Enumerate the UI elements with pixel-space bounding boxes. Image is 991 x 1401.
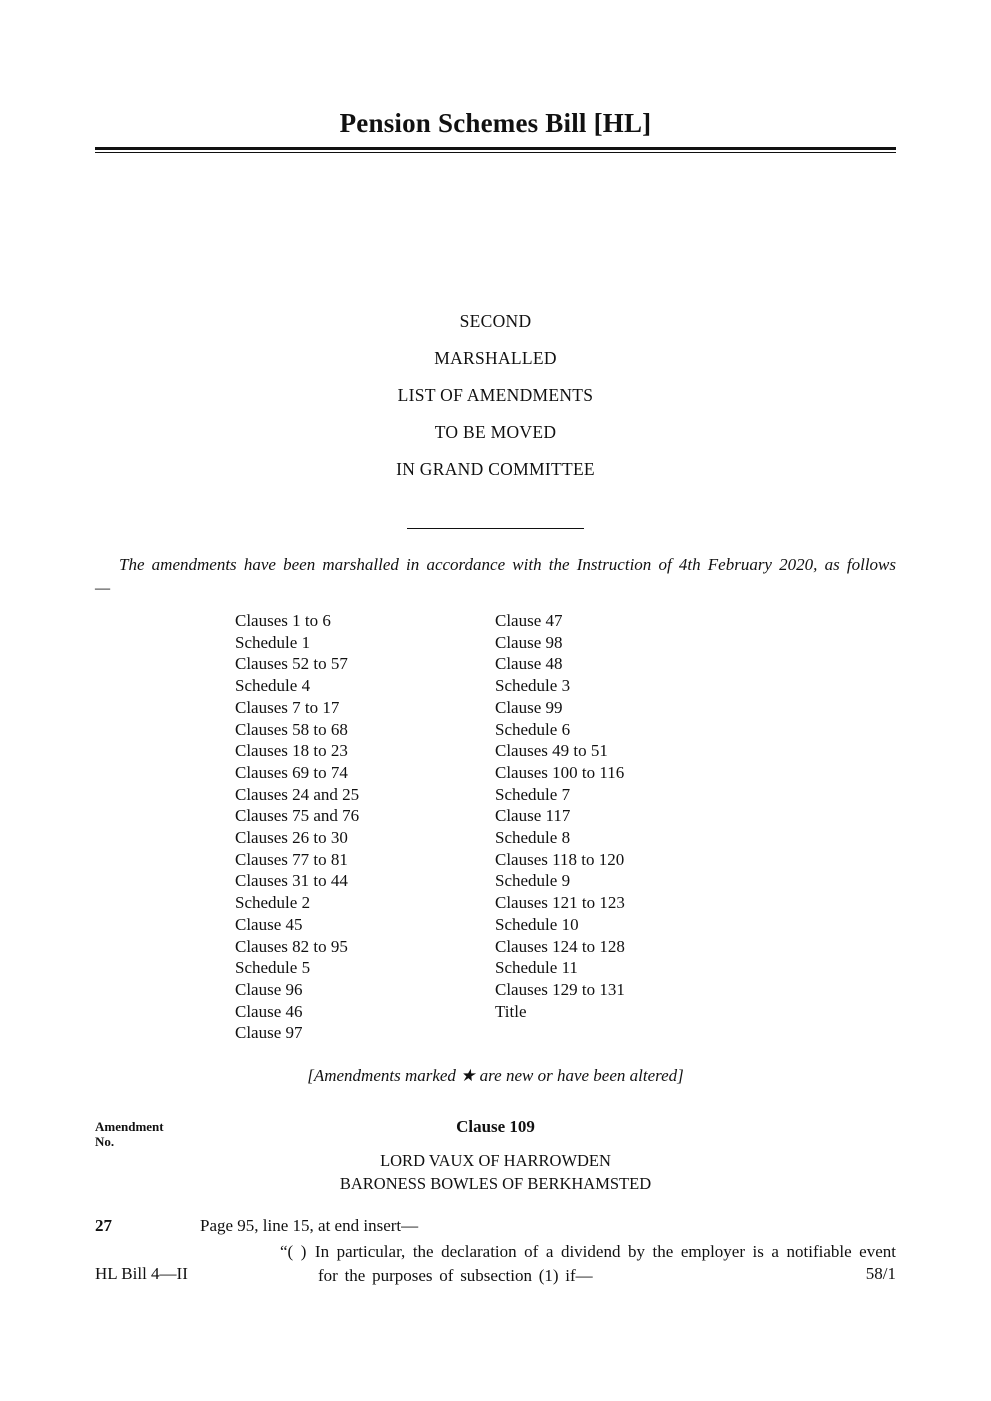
marshalled-item: Clauses 124 to 128 (495, 936, 625, 956)
section-divider (407, 528, 584, 529)
marshalled-item: Clauses 75 and 76 (235, 806, 360, 826)
amendment-no-label-line1: Amendment (95, 1119, 164, 1135)
title-block (95, 108, 896, 153)
marshalling-right-column (495, 610, 896, 1044)
marshalled-item: Clauses 1 to 6 (235, 611, 331, 630)
marshalled-item: Schedule 5 (235, 958, 311, 978)
sponsor-name: LORD VAUX OF HARROWDEN (380, 1151, 611, 1171)
heading-line: TO BE MOVED (434, 422, 557, 442)
marshalled-item: Clause 45 (235, 914, 303, 934)
marshalled-item: Schedule 11 (495, 958, 578, 978)
sponsor-name: BARONESS BOWLES OF BERKHAMSTED (339, 1174, 652, 1194)
heading-line: MARSHALLED (434, 348, 557, 368)
marshalled-item: Clauses 18 to 23 (235, 741, 348, 761)
marshalled-item: Clauses 24 and 25 (235, 784, 360, 804)
heading-line: SECOND (459, 311, 532, 331)
amendment-no-column-label (95, 1119, 164, 1149)
marshalled-item: Clauses 49 to 51 (495, 741, 608, 761)
marshalled-item: Schedule 4 (235, 676, 311, 696)
sponsor-names (95, 1149, 896, 1195)
marshalled-item: Clauses 69 to 74 (235, 762, 348, 782)
marshalled-item: Clause 46 (235, 1001, 303, 1021)
amendment-no-label-line2: No. (95, 1134, 115, 1150)
marshalled-item: Clause 96 (235, 979, 303, 999)
marshalled-item: Schedule 6 (495, 719, 571, 739)
marshalled-item: Schedule 8 (495, 828, 571, 848)
marshalled-item: Clauses 82 to 95 (235, 936, 348, 956)
marshalled-item: Clauses 118 to 120 (495, 849, 625, 869)
marshalled-item: Schedule 9 (495, 871, 571, 891)
marshalling-left-column (235, 610, 495, 1044)
amendment-inserted-text: “( ) In particular, the declaration of a dividend by the employer is a notifiable event for the purposes of subsection (1) if— (280, 1242, 896, 1285)
marshalled-item: Clause 97 (235, 1023, 303, 1043)
marshalled-item: Schedule 7 (495, 784, 571, 804)
marshalled-item: Clauses 58 to 68 (235, 719, 348, 739)
marshalled-item: Clauses 7 to 17 (235, 697, 340, 717)
marshalled-item: Clauses 26 to 30 (235, 828, 348, 848)
title-rule (95, 147, 896, 153)
marshalled-item: Clauses 129 to 131 (495, 979, 625, 999)
marshalled-item: Schedule 1 (235, 632, 311, 652)
amendment-number: 27 (95, 1216, 112, 1236)
footer-page-reference: 58/1 (865, 1264, 896, 1283)
star-note: [Amendments marked ★ are new or have been altered] (307, 1066, 684, 1086)
amendment-lead: Page 95, line 15, at end insert— (200, 1216, 419, 1236)
marshalled-item: Clauses 100 to 116 (495, 762, 625, 782)
page-footer (95, 1264, 896, 1284)
amendment-row (95, 1216, 896, 1236)
marshalled-item: Clauses 77 to 81 (235, 849, 348, 869)
heading-line: LIST OF AMENDMENTS (397, 385, 594, 405)
marshalled-item: Clause 117 (495, 806, 571, 826)
marshalled-item: Clause 47 (495, 611, 563, 630)
marshalled-item: Clauses 31 to 44 (235, 871, 348, 891)
marshalling-order (95, 610, 896, 1044)
marshalled-item: Clause 98 (495, 632, 563, 652)
footer-bill-reference: HL Bill 4—II (95, 1264, 188, 1283)
heading-line: IN GRAND COMMITTEE (396, 459, 595, 479)
marshalled-item: Schedule 10 (495, 914, 579, 934)
bill-title: Pension Schemes Bill [HL] (339, 108, 652, 138)
marshalled-item: Schedule 2 (235, 893, 311, 913)
marshalled-heading-lines (95, 303, 896, 488)
marshalled-item: Clauses 52 to 57 (235, 654, 348, 674)
marshalled-item: Clause 99 (495, 697, 563, 717)
amendment-header (95, 1117, 896, 1150)
marshalled-item: Title (495, 1001, 527, 1021)
marshalled-item: Clause 48 (495, 654, 563, 674)
marshalling-note: The amendments have been marshalled in accordance with the Instruction of 4th February 2020, as follows— (95, 555, 896, 597)
clause-heading: Clause 109 (456, 1117, 535, 1137)
marshalled-item: Clauses 121 to 123 (495, 893, 625, 913)
marshalled-item: Schedule 3 (495, 676, 571, 696)
